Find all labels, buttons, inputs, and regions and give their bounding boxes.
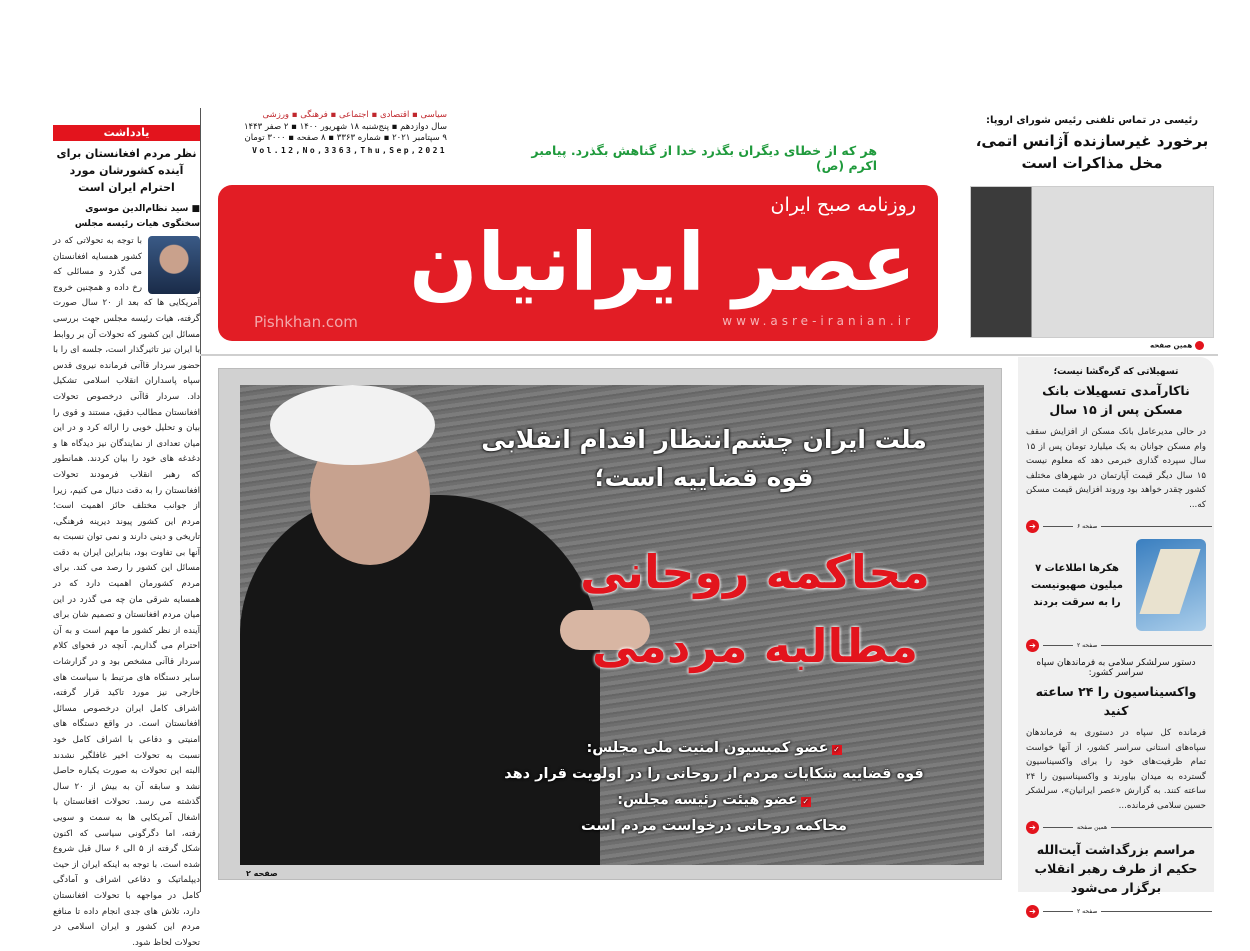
quote-1-speaker: عضو کمیسیون امنیت ملی مجلس: [586,740,829,756]
logo-name: عصر ایرانیان [409,216,916,309]
page-label: صفحه ۲ [1077,642,1098,649]
story-body: در حالی مدیرعامل بانک مسکن از افزایش سقف وام مسکن جوانان به یک میلیارد تومان پس از ۱۵ سال سپرده گذاری خبرمی دهد که معلوم نیست ۱۵ سال دیگر قیمت آپارتمان در شهرهای مختلف کشور چقدر خواهد بود وروند افزایش قیمت مسکن که... [1026,427,1206,510]
hadith-quote: هر که از خطای دیگران بگذرد خدا از گناهش بگذرد. پیامبر اکرم (ص) [531,143,877,173]
check-icon: ✓ [802,797,810,806]
arrow-right-icon: ➔ [1026,905,1039,918]
story-vaccination[interactable] [1026,658,1206,813]
rule [1101,911,1212,912]
editorial-title[interactable]: نظر مردم افغانستان برای آینده کشورشان مورد احترام ایران است [56,147,197,194]
flag-photo [1136,539,1206,631]
check-icon: ✓ [833,745,840,754]
right-news-column [1018,357,1214,916]
section-divider [200,354,1218,356]
main-headline [540,535,970,683]
story-kicker: دستور سرلشکر سلامی به فرماندهان سپاه سراسر کشور: [1036,658,1196,678]
quote-1: قوه قضاییه شکایات مردم از روحانی را در اولویت قرار دهد [504,766,924,782]
story-kicker: رئیسی در تماس تلفنی رئیس شورای اروپا: [985,115,1198,126]
headline-line-1: محاکمه روحانی [580,545,930,599]
raisi-phone-photo [970,186,1214,338]
main-pretitle: ملت ایران چشم‌انتظار اقدام انقلابی قوه قضاییه است؛ [481,425,927,492]
arrow-icon [1195,341,1204,350]
headline-line-2: مطالبه مردمی [591,619,919,673]
story-hakim-ceremony[interactable]: مراسم بزرگداشت آیت‌الله حکیم از طرف رهبر انقلاب برگزار می‌شود [1034,842,1198,895]
author-photo [148,236,200,294]
rule [1043,526,1073,527]
rule [1043,645,1073,646]
watermark: Pishkhan.com [254,313,358,331]
page-reference [1150,341,1204,350]
page-label: همین صفحه [1077,824,1108,831]
rule [1111,827,1212,828]
story-title: واکسیناسیون را ۲۴ ساعته کنید [1035,684,1197,718]
page-link[interactable] [1026,905,1212,918]
issue-date: سال دوازدهم ▪ پنج‌شنبه ۱۸ شهریور ۱۴۰۰ ▪ ۲ صفر ۱۴۴۳ [243,121,447,132]
arrow-right-icon: ➔ [1026,639,1039,652]
page-link[interactable] [1026,639,1212,652]
story-title: هکرها اطلاعات ۷ میلیون صهیونیست را به سرقت بردند [1031,562,1123,608]
story-title: ناکارآمدی تسهیلات بانک مسکن پس از ۱۵ سال [1042,383,1190,417]
editorial-column [53,125,200,951]
editorial-label: یادداشت [53,125,200,141]
editorial-author: ■ سید نظام‌الدین موسوی [85,204,200,214]
story-body: فرمانده کل سپاه در دستوری به فرماندهان سپاه‌های استانی سراسر کشور، از آنها خواست تمام ظرفیت‌های خود را برای واکسیناسیون گسترده به میدان بیاورند و واکسیناسیون را ۲۴ ساعته کنند. به گزارش «عصر ایرانیان»، سرلشکر حسین سلامی فرمانده... [1026,728,1206,811]
page-label: صفحه ۲ [1077,908,1098,915]
story-title: برخورد غیرسازنده آژانس اتمی، مخل مذاکرات است [975,132,1209,172]
editorial-author-role: سخنگوی هیات رئیسه مجلس [74,219,200,229]
main-page-ref[interactable]: صفحه ۲ [246,869,278,878]
rule [1101,645,1212,646]
quote-2-speaker: عضو هیئت رئیسه مجلس: [617,792,798,808]
logo-url[interactable]: www.asre-iranian.ir [722,314,914,328]
story-kicker: تسهیلاتی که گره‌گشا نیست؛ [1053,367,1179,377]
rouhani-turban [270,385,435,465]
page-label: همین صفحه [1150,341,1193,350]
page-link[interactable] [1026,520,1212,533]
issue-number: ۹ سپتامبر ۲۰۲۱ ▪ شماره ۳۳۶۳ ▪ ۸ صفحه ▪ ۳۰۰۰ تومان [244,133,447,143]
rule [1101,526,1212,527]
logo-subtitle: روزنامه صبح ایران [770,194,916,216]
rule [1043,827,1073,828]
masthead-info [217,110,447,156]
arrow-right-icon: ➔ [1026,520,1039,533]
main-quotes [454,735,974,839]
page-label: صفحه ۶ [1077,523,1098,530]
arrow-right-icon: ➔ [1026,821,1039,834]
story-housing[interactable] [1026,367,1206,512]
column-divider [200,108,201,892]
page-link[interactable] [1026,821,1212,834]
rule [1043,911,1073,912]
top-right-story[interactable] [968,115,1216,174]
editorial-body: با توجه به تحولاتی که در کشور همسایه افغانستان می گذرد و مسائلی که رخ داده و همچنین خروج آمریکایی ها که بعد از ۲۰ سال صورت گرفته، هیات رئیسه مجلس جهت بررسی مسائل این کشور که تحولات آن بر روابط با ایران نیز تاثیرگذار است، جلسه ای را با حضور سردار قاآنی فرمانده نیروی قدس سپاه پاسداران انقلاب اسلامی تشکیل داد. سردار قاآنی درخصوص تحولات افغانستان مطالب دقیق، مستند و قوی را بیان و تحلیل خوبی را ارائه کرد و در این میان تعدادی از نمایندگان نیز دیدگاه ها و دغدغه های خود را بیان کردند. همانطور که رهبر انقلاب فرمودند تحولات افغانستان را به دقت دنبال می کنیم، زیرا از جوانب مختلف حائز اهمیت است؛ مردم این کشور پیوند دیرینه فرهنگی، تاریخی و دینی دارند و نمی توان نسبت به آنها بی تفاوت بود، بنابراین ایران به دقت مسائل این کشور را رصد می کند. برای مردم کشورمان اهمیت دارد که در همسایه شرقی مان چه می گذرد در این میان مردم افغانستان و تصمیم شان برای آینده از نظر کشور ما مهم است و به آن احترام می گذاریم. آنچه در فحوای کلام سردار قاآنی مشخص بود و در گزارشات سایر دستگاه های مرتبط با سیاست های خارجی نیز مورد تاکید قرار گرفته، اشراف کامل ایران درخصوص مسائل افغانستان است. در واقع دستگاه های امنیتی و دفاعی با اشراف کامل خود نسبت به تحولات اخیر غافلگیر نشدند البته این تحولات به صورت یکباره حاصل نشد و سابقه آن به بیش از ۲۰ سال گذشته می رسد. تحولات افغانستان با اشغال آمریکایی ها به سمت و سویی رفته، اما دگرگونی سیاسی که اکنون شکل گرفته از ۵ الی ۶ سال قبل شروع شده است. با توجه به اینکه ایران از حیث دیپلماتیک و دفاعی اشراف و آمادگی کامل در مواجهه با تحولات افغانستان دارد، تلاش های جدی انجام داده تا منافع مردم این کشور و ایران اسلامی در تحولات لحاظ شود. [53,236,201,948]
sections-list: سیاسی ▪ اقتصادی ▪ اجتماعی ▪ فرهنگی ▪ ورزشی [262,110,447,120]
newspaper-logo [218,185,938,341]
quote-2: محاکمه روحانی درخواست مردم است [581,818,847,834]
story-hackers[interactable] [1026,539,1206,631]
main-story-photo[interactable] [240,385,984,865]
volume-en: Vol.12,No,3363,Thu,Sep,2021 [252,145,447,155]
